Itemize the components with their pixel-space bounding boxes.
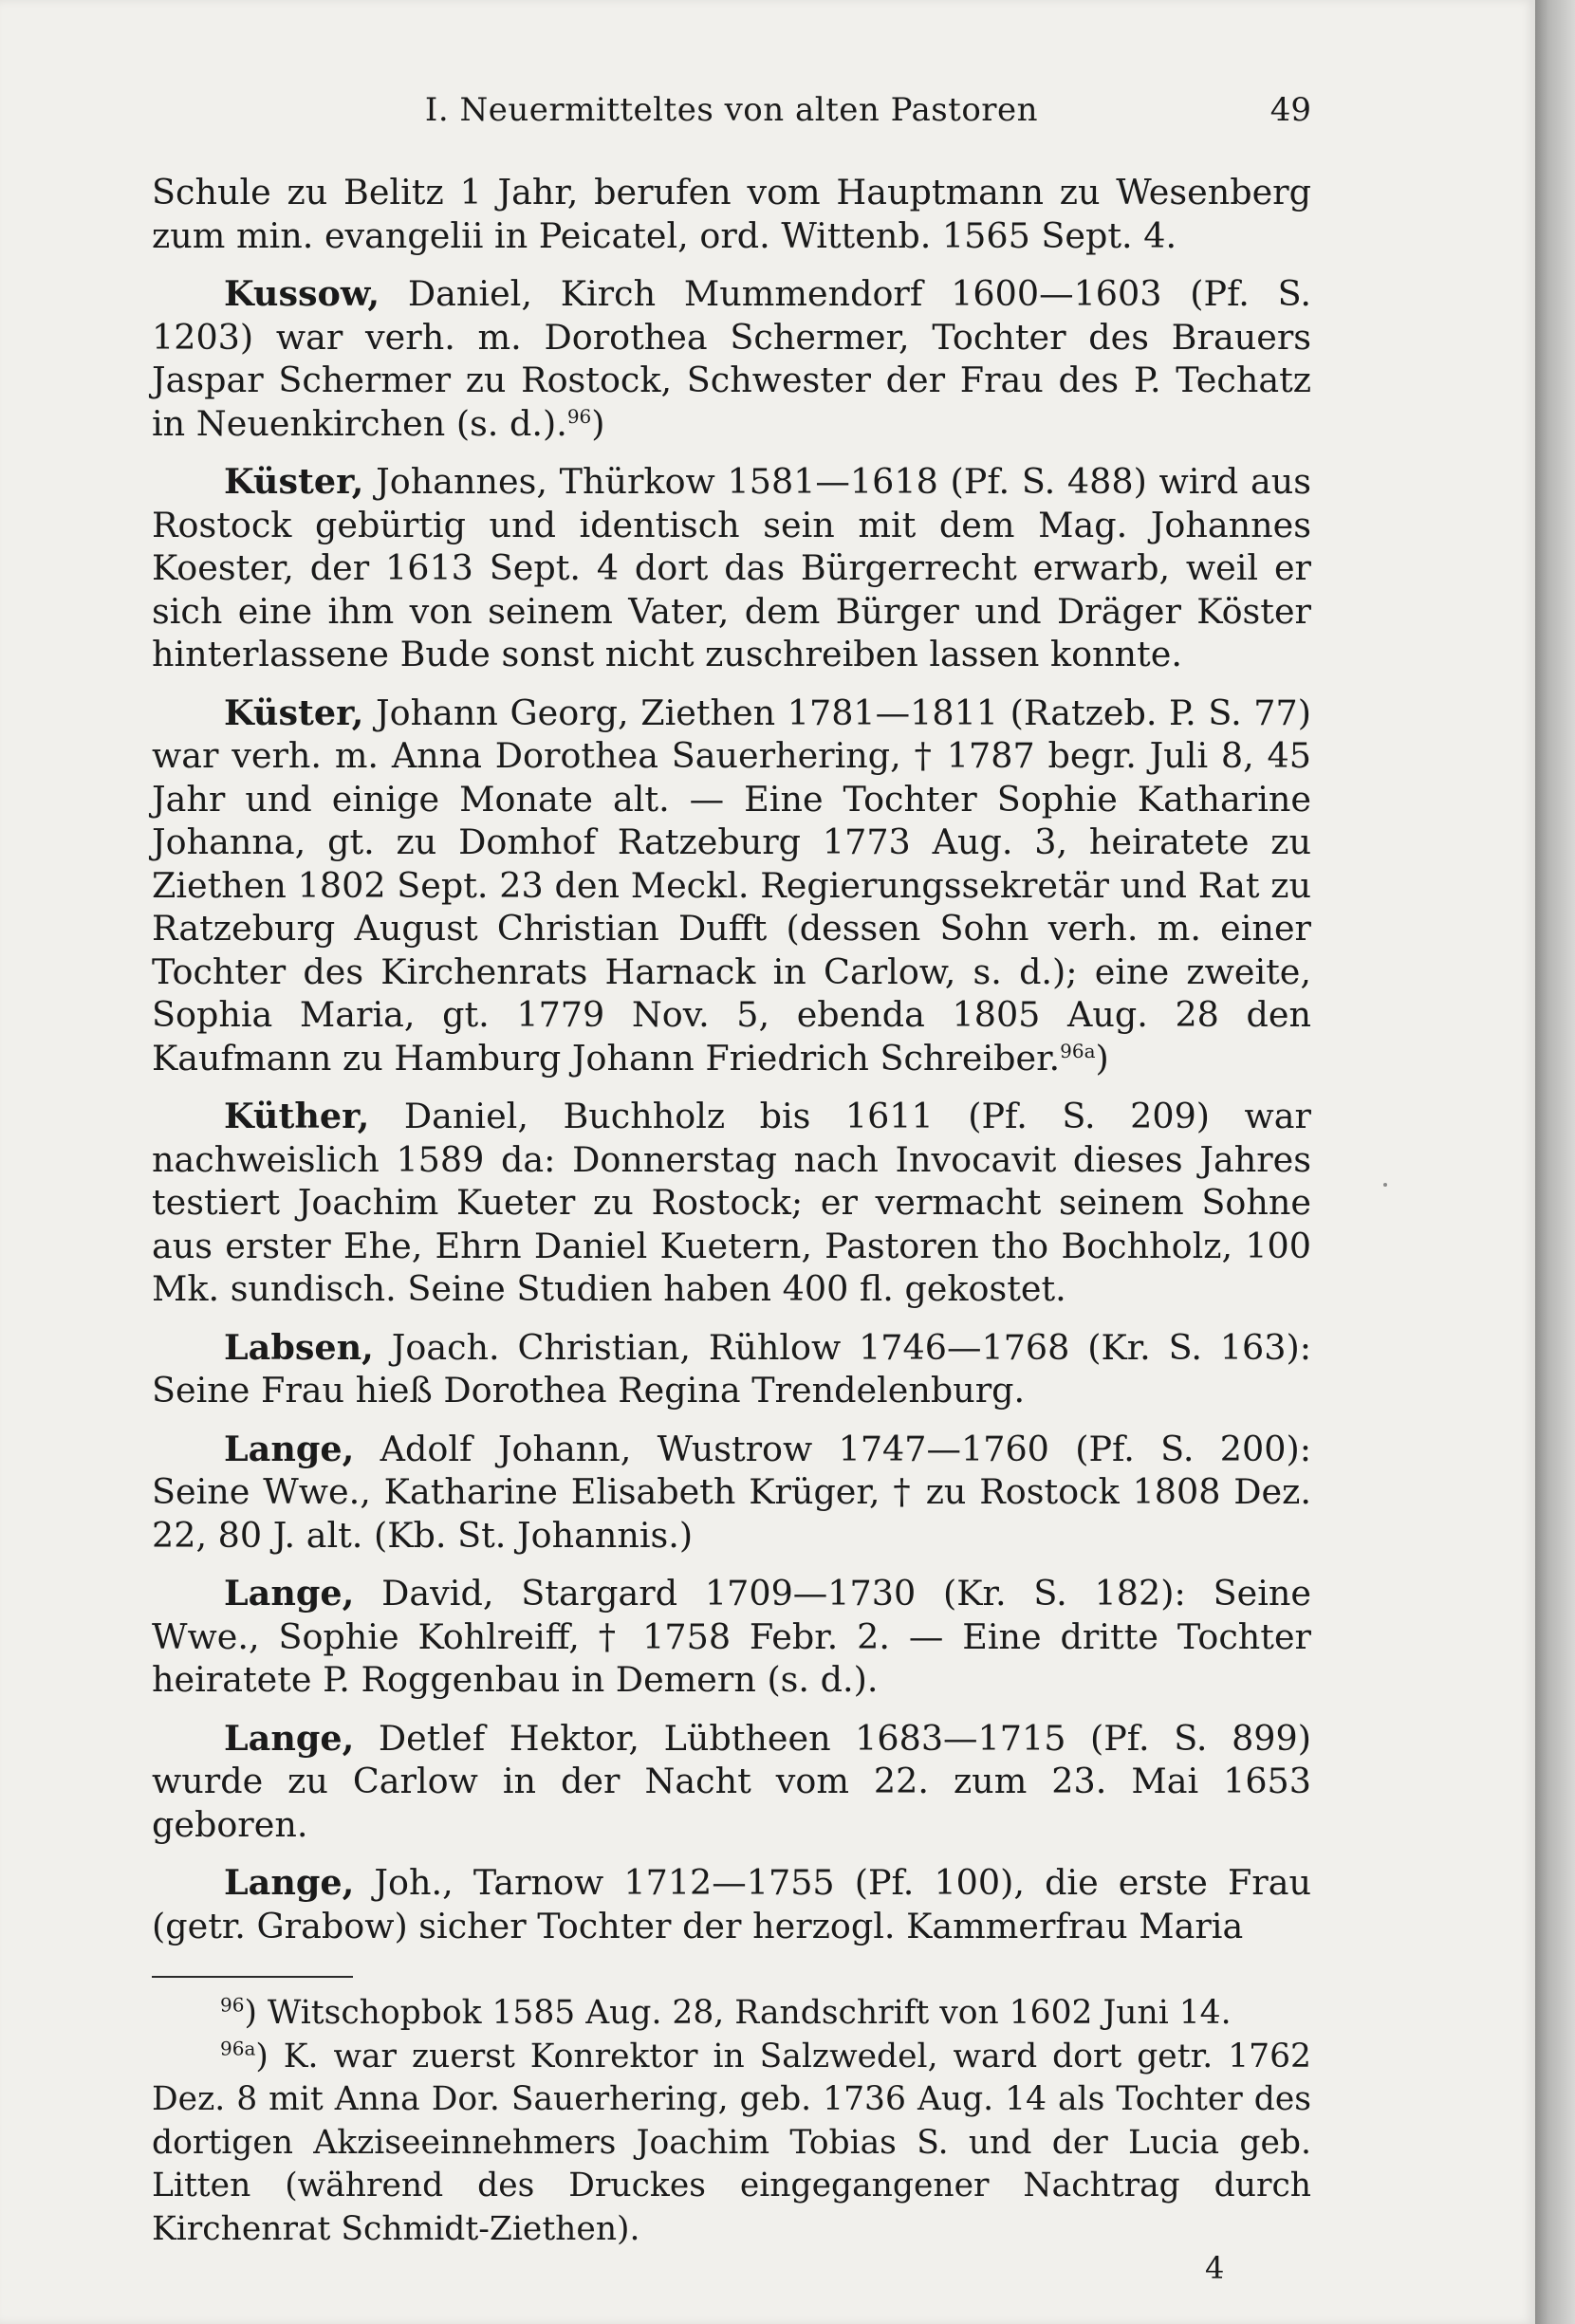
footnote-rule bbox=[152, 1976, 353, 1978]
entry-kuester-johannes bbox=[152, 460, 1311, 676]
entry-kuether bbox=[152, 1095, 1311, 1311]
entry-lange-detlef bbox=[152, 1717, 1311, 1847]
footnote-ref: 96 bbox=[566, 404, 592, 428]
entry-name: Labsen, bbox=[224, 1326, 374, 1368]
entry-kussow bbox=[152, 272, 1311, 445]
signature-mark: 4 bbox=[1205, 2250, 1225, 2286]
running-title: I. Neuermitteltes von alten Pastoren bbox=[424, 91, 1039, 129]
entry-text: Adolf Johann, Wustrow 1747—1760 (Pf. S. 200): Seine Wwe., Katharine Elisabeth Krüger, † zu Rostock 1808 Dez. 22, 80 J. alt. (Kb. St. Johannis.) bbox=[152, 1428, 1311, 1556]
entry-text: Johannes, Thürkow 1581—1618 (Pf. S. 488) wird aus Rostock gebürtig und identisch sein mit dem Mag. Johannes Koester, der 1613 Sept. 4 dort das Bürgerrecht erwarb, weil er sich eine ihm von seinem Vater, dem Bürger und Dräger Köster hinterlassene Bude sonst nicht zuschreiben lassen konnte. bbox=[152, 461, 1311, 674]
entry-text: Joach. Christian, Rühlow 1746—1768 (Kr. S. 163): Seine Frau hieß Dorothea Regina Trendelenburg. bbox=[152, 1326, 1311, 1411]
main-text bbox=[152, 171, 1311, 1963]
footnote-mark: 96a bbox=[220, 2037, 256, 2059]
footnote-ref-paren: ) bbox=[1095, 1037, 1109, 1079]
entry-lange-david bbox=[152, 1572, 1311, 1702]
entry-text: Detlef Hektor, Lübtheen 1683—1715 (Pf. S. 899) wurde zu Carlow in der Nacht vom 22. zum 23. Mai 1653 geboren. bbox=[152, 1717, 1311, 1845]
entry-text: Joh., Tarnow 1712—1755 (Pf. 100), die erste Frau (getr. Grabow) sicher Tochter der herzogl. Kammerfrau Maria bbox=[152, 1862, 1311, 1946]
entry-text: David, Stargard 1709—1730 (Kr. S. 182): Seine Wwe., Sophie Kohlreiff, † 1758 Febr. 2. — Eine dritte Tochter heiratete P. Roggenbau in Demern (s. d.). bbox=[152, 1573, 1311, 1700]
footnote-ref: 96a bbox=[1060, 1039, 1096, 1062]
entry-name: Lange, bbox=[224, 1573, 355, 1614]
footnote-text: ) K. war zuerst Konrektor in Salzwedel, ward dort getr. 1762 Dez. 8 mit Anna Dor. Sauerhering, geb. 1736 Aug. 14 als Tochter des dortigen Akziseeinnehmers Joachim Tobias S. und der Lucia geb. Litten (während des Druckes eingegangener Nachtrag durch Kirchenrat Schmidt-Ziethen). bbox=[152, 2037, 1311, 2248]
entry-name: Küther, bbox=[224, 1096, 370, 1136]
entry-text: Johann Georg, Ziethen 1781—1811 (Ratzeb. P. S. 77) war verh. m. Anna Dorothea Sauerhering, † 1787 begr. Juli 8, 45 Jahr und einige Monate alt. — Eine Tochter Sophie Katharine Johanna, gt. zu Domhof Ratzeburg 1773 Aug. 3, heiratete zu Ziethen 1802 Sept. 23 den Meckl. Regierungssekretär und Rat zu Ratzeburg August Christian Dufft (dessen Sohn verh. m. einer Tochter des Kirchenrats Harnack in Carlow, s. d.); eine zweite, Sophia Maria, gt. 1779 Nov. 5, ebenda 1805 Aug. 28 den Kaufmann zu Hamburg Johann Friedrich Schreiber. bbox=[152, 692, 1311, 1079]
page-header bbox=[152, 91, 1311, 138]
page-edge-shadow bbox=[1535, 0, 1575, 2324]
entry-name: Lange, bbox=[224, 1428, 355, 1469]
entry-name: Lange, bbox=[224, 1862, 355, 1903]
entry-name: Kussow, bbox=[224, 273, 380, 314]
footnotes bbox=[152, 1992, 1311, 2251]
entry-lange-joh bbox=[152, 1861, 1311, 1947]
footnote-96 bbox=[152, 1992, 1311, 2036]
entry-kuester-johann-georg bbox=[152, 692, 1311, 1080]
entry-text: Daniel, Kirch Mummendorf 1600—1603 (Pf. S. 1203) war verh. m. Dorothea Schermer, Tochter des Brauers Jaspar Schermer zu Rostock, Schwester der Frau des P. Techatz in Neuenkirchen (s. d.). bbox=[152, 273, 1311, 444]
page-number: 49 bbox=[1269, 91, 1311, 129]
entry-name: Küster, bbox=[224, 461, 364, 502]
paper-speck bbox=[1383, 1183, 1387, 1187]
footnote-ref-paren: ) bbox=[591, 402, 605, 444]
paragraph-continuation bbox=[152, 171, 1311, 257]
entry-labsen bbox=[152, 1326, 1311, 1412]
footnote-96a bbox=[152, 2036, 1311, 2252]
paragraph-text: Schule zu Belitz 1 Jahr, berufen vom Hauptmann zu Wesenberg zum min. evangelii in Peicatel, ord. Wittenb. 1565 Sept. 4. bbox=[152, 172, 1311, 256]
entry-lange-adolf bbox=[152, 1428, 1311, 1558]
footnote-text: ) Witschopbok 1585 Aug. 28, Randschrift von 1602 Juni 14. bbox=[244, 1994, 1232, 2032]
footnote-mark: 96 bbox=[220, 1993, 245, 2017]
entry-name: Küster, bbox=[224, 692, 364, 733]
entry-text: Daniel, Buchholz bis 1611 (Pf. S. 209) war nachweislich 1589 da: Donnerstag nach Invocavit dieses Jahres testiert Joachim Kueter zu Rostock; er vermacht seinem Sohne aus erster Ehe, Ehrn Daniel Kuetern, Pastoren tho Bochholz, 100 Mk. sundisch. Seine Studien haben 400 fl. gekostet. bbox=[152, 1096, 1311, 1309]
entry-name: Lange, bbox=[224, 1717, 355, 1759]
